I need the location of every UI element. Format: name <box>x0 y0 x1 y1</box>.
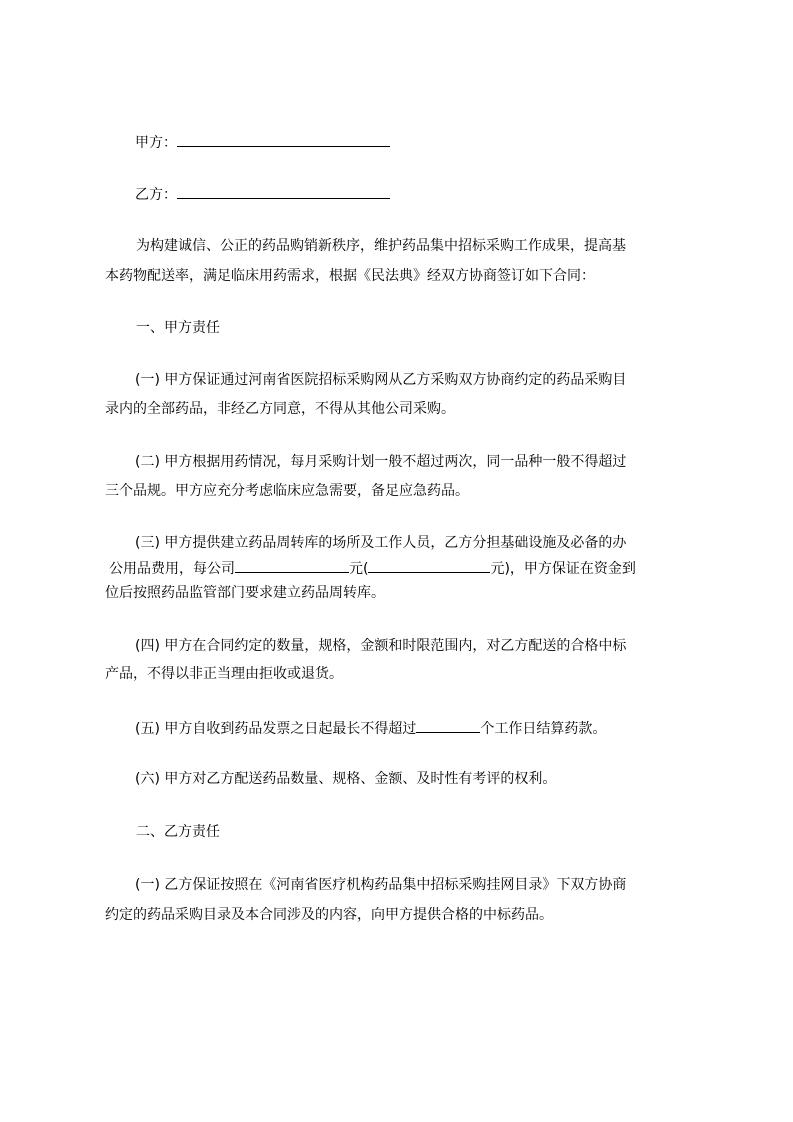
party-b-blank <box>177 183 390 199</box>
clause-1-5-blank-days <box>416 717 480 733</box>
party-b-label: 乙方： <box>135 187 177 203</box>
section-1-heading: 一、甲方责任 <box>136 320 220 336</box>
clause-1-1-line-1: (一) 甲方保证通过河南省医院招标采购网从乙方采购双方协商约定的药品采购目 <box>135 372 627 388</box>
party-a-blank <box>177 131 390 147</box>
intro-line-2: 本药物配送率，满足临床用药需求，根据《民法典》经双方协商签订如下合同： <box>105 268 595 284</box>
party-a-line <box>105 131 735 153</box>
clause-1-5-text-b: 个工作日结算药款。 <box>480 721 607 737</box>
clause-1-3-line-3: 位后按照药品监管部门要求建立药品周转库。 <box>105 585 385 601</box>
section-2-heading: 二、乙方责任 <box>136 824 220 840</box>
clause-1-6-line: (六) 甲方对乙方配送药品数量、规格、金额、及时性有考评的权利。 <box>135 771 557 787</box>
clause-1-3-text-b: 元( <box>349 561 369 577</box>
clause-1-4-line-1: (四) 甲方在合同约定的数量，规格，金额和时限范围内，对乙方配送的合格中标 <box>135 638 627 654</box>
clause-1-3-text-a: 公用品费用，每公司 <box>109 561 235 577</box>
clause-1-3-blank-amount <box>235 557 349 573</box>
clause-2-1-line-1: (一) 乙方保证按照在《河南省医疗机构药品集中招标采购挂网目录》下双方协商 <box>135 877 627 893</box>
clause-1-4-line-2: 产品，不得以非正当理由拒收或退货。 <box>105 666 343 682</box>
clause-1-5-text-a: (五) 甲方自收到药品发票之日起最长不得超过 <box>135 721 417 737</box>
clause-1-3-line-2 <box>105 557 709 579</box>
intro-line-1: 为构建诚信、公正的药品购销新秩序，维护药品集中招标采购工作成果，提高基 <box>136 238 626 254</box>
clause-1-1-line-2: 录内的全部药品，非经乙方同意，不得从其他公司采购。 <box>105 401 455 417</box>
party-b-line <box>105 183 735 205</box>
clause-1-3-text-c: 元)，甲方保证在资金到 <box>490 561 636 577</box>
clause-1-2-line-2: 三个品规。甲方应充分考虑临床应急需要，备足应急药品。 <box>105 483 469 499</box>
party-a-label: 甲方： <box>135 135 177 151</box>
clause-1-3-blank-amount-words <box>368 557 490 573</box>
clause-2-1-line-2: 约定的药品采购目录及本合同涉及的内容，向甲方提供合格的中标药品。 <box>105 907 553 923</box>
clause-1-3-line-1: (三) 甲方提供建立药品周转库的场所及工作人员，乙方分担基础设施及必备的办 <box>135 535 627 551</box>
clause-1-2-line-1: (二) 甲方根据用药情况，每月采购计划一般不超过两次，同一品种一般不得超过 <box>135 454 627 470</box>
clause-1-5-line <box>105 717 735 739</box>
